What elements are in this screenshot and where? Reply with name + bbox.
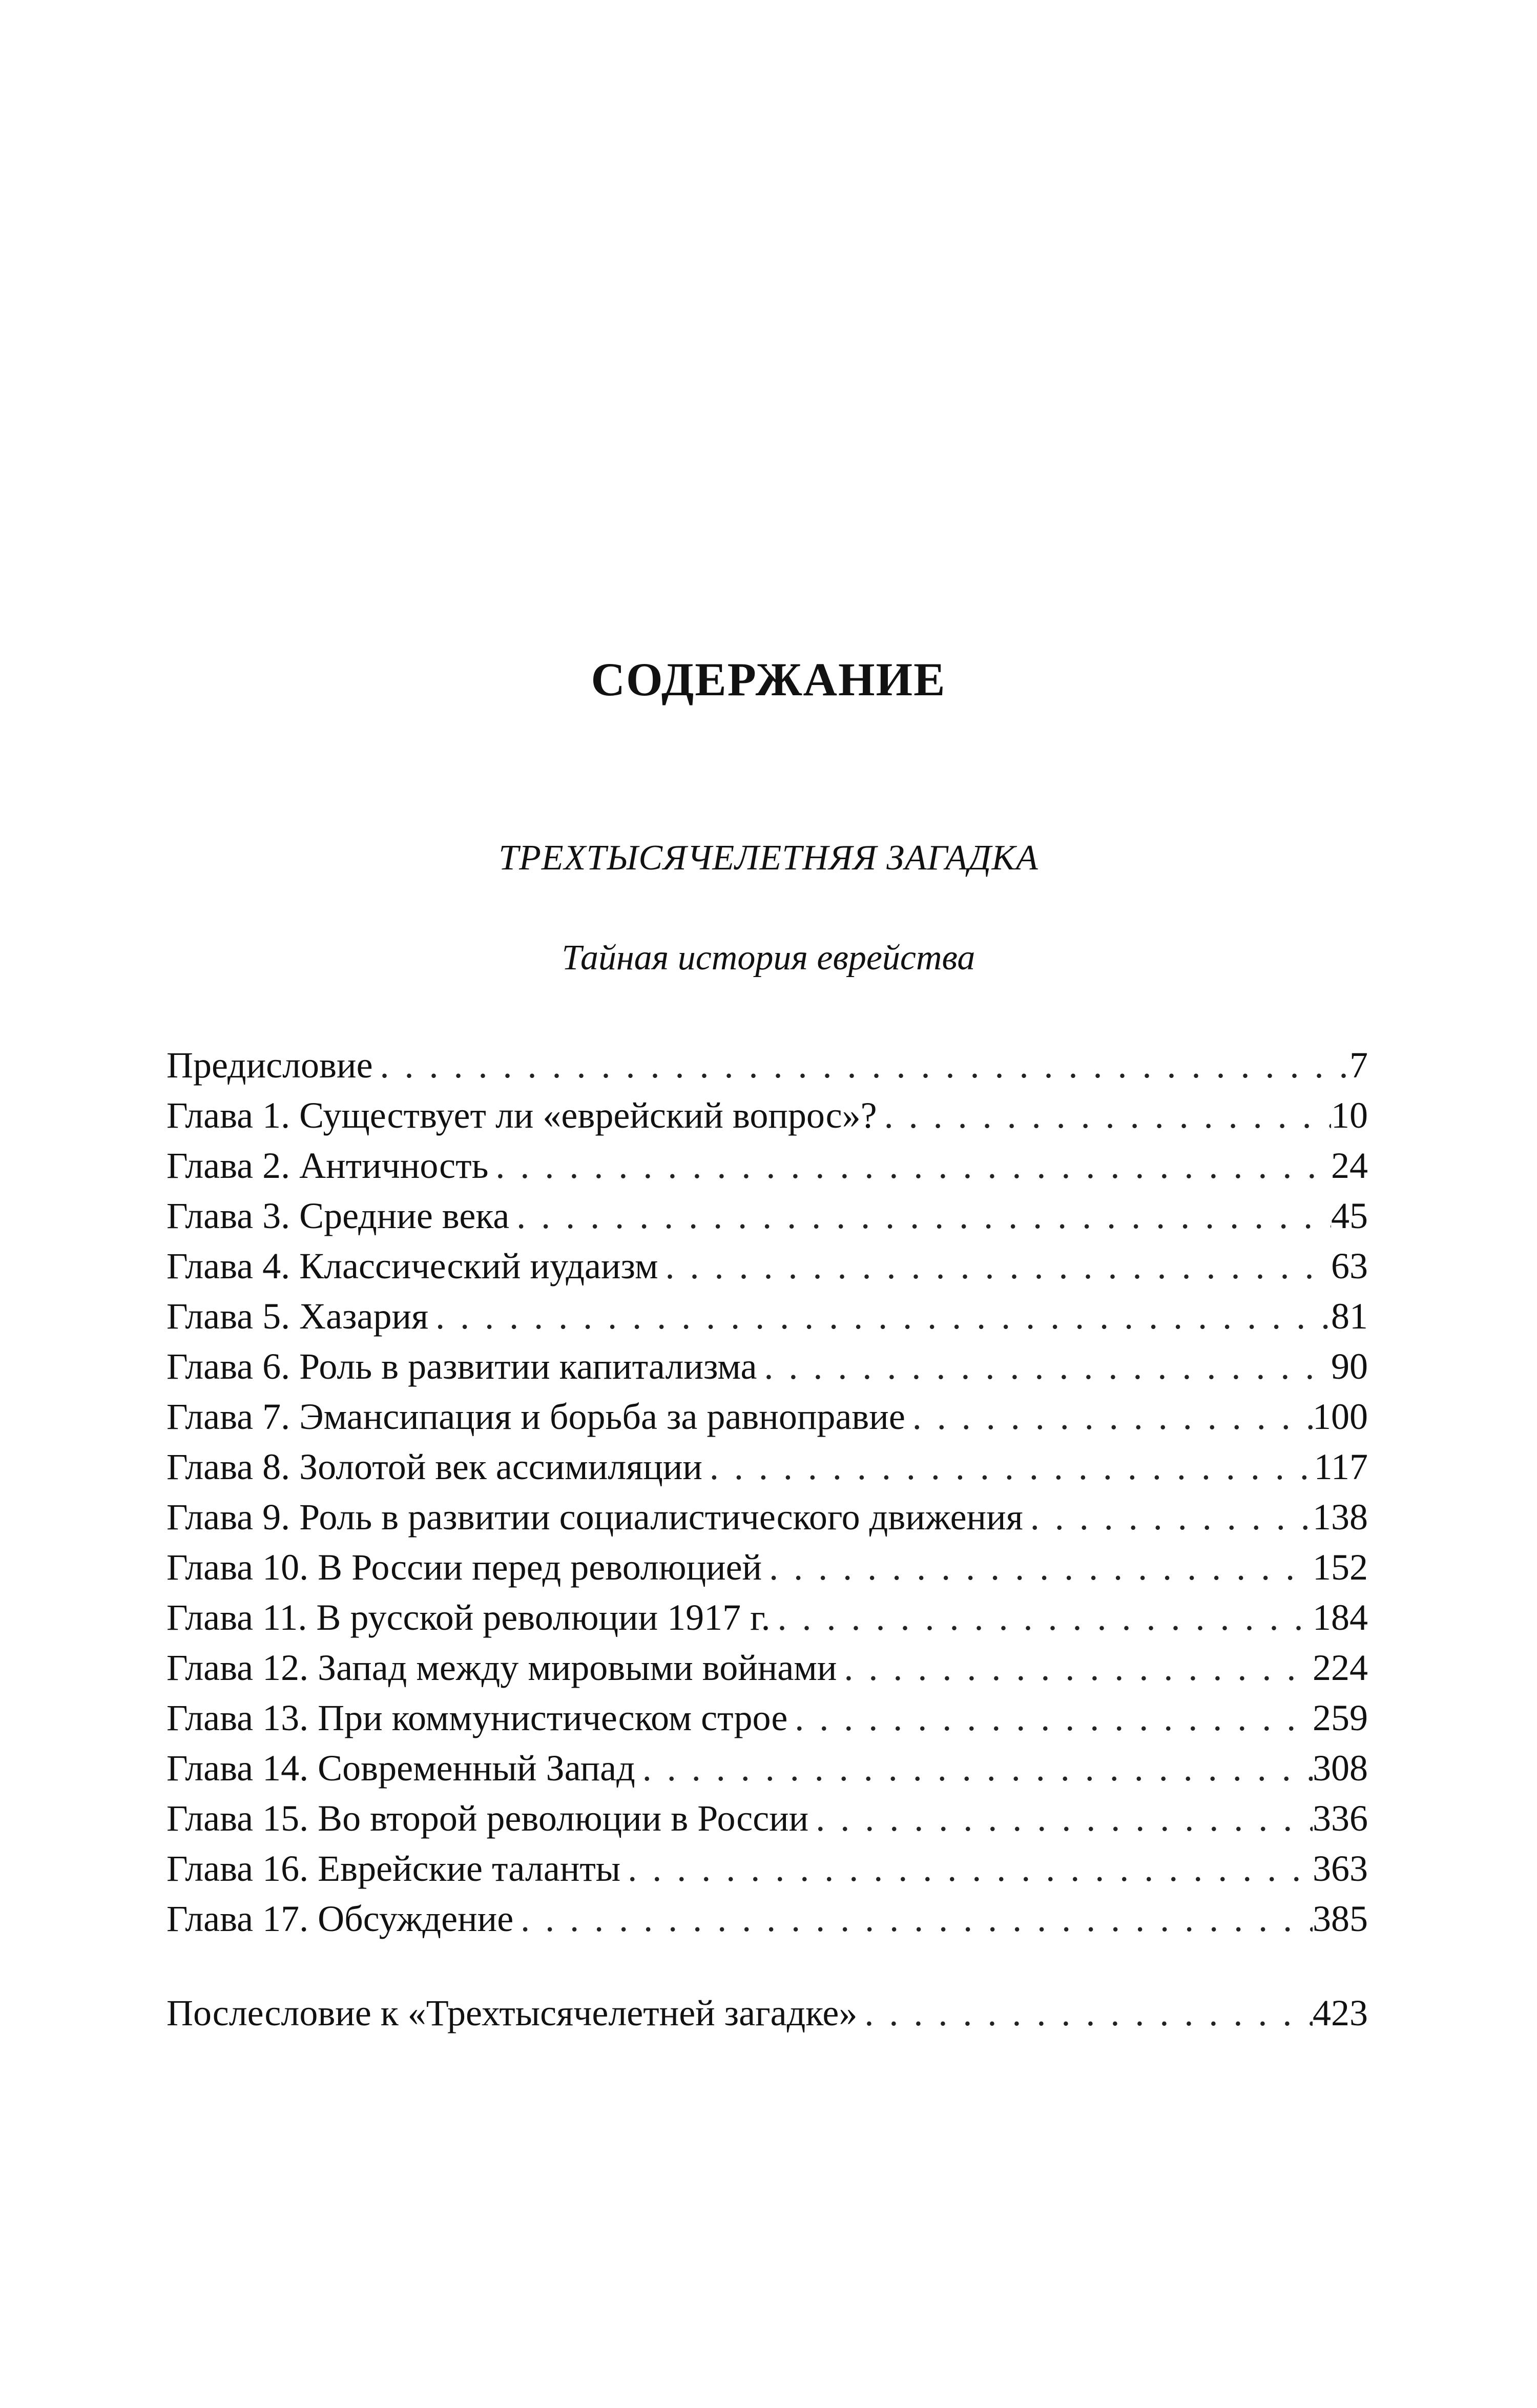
toc-entry-page: 385 bbox=[1313, 1898, 1368, 1939]
toc-entry[interactable] bbox=[167, 1743, 1368, 1793]
toc-entry-page: 24 bbox=[1331, 1145, 1368, 1186]
dot-leader bbox=[762, 1542, 1313, 1592]
toc-entry-title: Глава 8. Золотой век ассимиляции bbox=[167, 1446, 702, 1487]
toc-entry[interactable] bbox=[167, 1442, 1368, 1492]
dot-leader bbox=[635, 1743, 1313, 1793]
toc-entry[interactable] bbox=[167, 1492, 1368, 1542]
toc-entry-page: 336 bbox=[1313, 1798, 1368, 1839]
toc-entry[interactable] bbox=[167, 1341, 1368, 1392]
toc-entry-page: 308 bbox=[1313, 1748, 1368, 1789]
toc-entry-page: 259 bbox=[1313, 1697, 1368, 1738]
dot-leader bbox=[877, 1090, 1331, 1140]
dot-leader bbox=[1023, 1492, 1313, 1542]
dot-leader bbox=[658, 1241, 1331, 1291]
afterword-title: Послесловие к «Трехтысячелетней загадке» bbox=[167, 1992, 858, 2033]
toc-entry[interactable] bbox=[167, 1894, 1368, 1944]
toc-entry[interactable] bbox=[167, 1241, 1368, 1291]
toc-entry-title: Глава 15. Во второй революции в России bbox=[167, 1798, 809, 1839]
toc-entry-title: Глава 1. Существует ли «еврейский вопрос»? bbox=[167, 1095, 877, 1136]
toc-entry[interactable] bbox=[167, 1843, 1368, 1894]
toc-entry-page: 184 bbox=[1313, 1597, 1368, 1638]
toc-entry-title: Глава 5. Хазария bbox=[167, 1296, 429, 1337]
toc-entry-title: Глава 17. Обсуждение bbox=[167, 1898, 514, 1939]
toc-entry[interactable] bbox=[167, 1793, 1368, 1843]
toc-entry-page: 138 bbox=[1313, 1497, 1368, 1538]
toc-entry-title: Глава 12. Запад между мировыми войнами bbox=[167, 1647, 837, 1688]
toc-entry[interactable] bbox=[167, 1542, 1368, 1592]
toc-entry-page: 117 bbox=[1314, 1446, 1368, 1487]
dot-leader bbox=[373, 1040, 1349, 1090]
dot-leader bbox=[513, 1894, 1313, 1944]
dot-leader bbox=[702, 1442, 1314, 1492]
toc-entry[interactable] bbox=[167, 1090, 1368, 1140]
book-title: ТРЕХТЫСЯЧЕЛЕТНЯЯ ЗАГАДКА bbox=[499, 838, 1038, 878]
dot-leader bbox=[620, 1843, 1313, 1894]
dot-leader bbox=[808, 1793, 1313, 1843]
toc-entry[interactable] bbox=[167, 1291, 1368, 1341]
toc-entry-title: Глава 14. Современный Запад bbox=[167, 1748, 635, 1789]
toc-entry-page: 45 bbox=[1331, 1195, 1368, 1236]
dot-leader bbox=[837, 1643, 1313, 1693]
table-of-contents bbox=[167, 1040, 1368, 1944]
toc-entry-page: 363 bbox=[1313, 1848, 1368, 1889]
dot-leader bbox=[857, 1988, 1313, 2038]
toc-entry-title: Глава 16. Еврейские таланты bbox=[167, 1848, 621, 1889]
toc-entry-title: Глава 9. Роль в развитии социалистического движения bbox=[167, 1497, 1023, 1538]
toc-entry-page: 81 bbox=[1331, 1296, 1368, 1337]
toc-entry-title: Глава 11. В русской революции 1917 г. bbox=[167, 1597, 771, 1638]
toc-entry[interactable] bbox=[167, 1191, 1368, 1241]
dot-leader bbox=[905, 1392, 1313, 1442]
dot-leader bbox=[509, 1191, 1331, 1241]
toc-entry-page: 7 bbox=[1349, 1045, 1368, 1086]
toc-entry-page: 224 bbox=[1313, 1647, 1368, 1688]
toc-entry-title: Глава 4. Классический иудаизм bbox=[167, 1245, 658, 1286]
toc-afterword-entry[interactable] bbox=[167, 1988, 1368, 2038]
toc-entry-title: Глава 7. Эмансипация и борьба за равноправие bbox=[167, 1396, 905, 1437]
toc-entry-page: 152 bbox=[1313, 1547, 1368, 1588]
toc-entry-page: 90 bbox=[1331, 1346, 1368, 1387]
toc-entry[interactable] bbox=[167, 1392, 1368, 1442]
toc-entry-title: Глава 3. Средние века bbox=[167, 1195, 510, 1236]
toc-entry-page: 100 bbox=[1313, 1396, 1368, 1437]
toc-entry[interactable] bbox=[167, 1643, 1368, 1693]
dot-leader bbox=[428, 1291, 1331, 1341]
toc-entry-title: Глава 6. Роль в развитии капитализма bbox=[167, 1346, 757, 1387]
toc-entry-title: Предисловие bbox=[167, 1045, 373, 1086]
book-subtitle: Тайная история еврейства bbox=[562, 938, 975, 978]
toc-entry-page: 10 bbox=[1331, 1095, 1368, 1136]
dot-leader bbox=[488, 1140, 1331, 1191]
dot-leader bbox=[757, 1341, 1331, 1392]
toc-entry-title: Глава 2. Античность bbox=[167, 1145, 489, 1186]
afterword-page: 423 bbox=[1313, 1992, 1368, 2033]
contents-heading: СОДЕРЖАНИЕ bbox=[591, 653, 946, 705]
toc-entry[interactable] bbox=[167, 1140, 1368, 1191]
dot-leader bbox=[771, 1592, 1313, 1643]
toc-entry-page: 63 bbox=[1331, 1245, 1368, 1286]
dot-leader bbox=[787, 1693, 1313, 1743]
toc-entry[interactable] bbox=[167, 1040, 1368, 1090]
toc-entry-title: Глава 10. В России перед революцией bbox=[167, 1547, 762, 1588]
toc-entry-title: Глава 13. При коммунистическом строе bbox=[167, 1697, 788, 1738]
toc-entry[interactable] bbox=[167, 1592, 1368, 1643]
toc-entry[interactable] bbox=[167, 1693, 1368, 1743]
